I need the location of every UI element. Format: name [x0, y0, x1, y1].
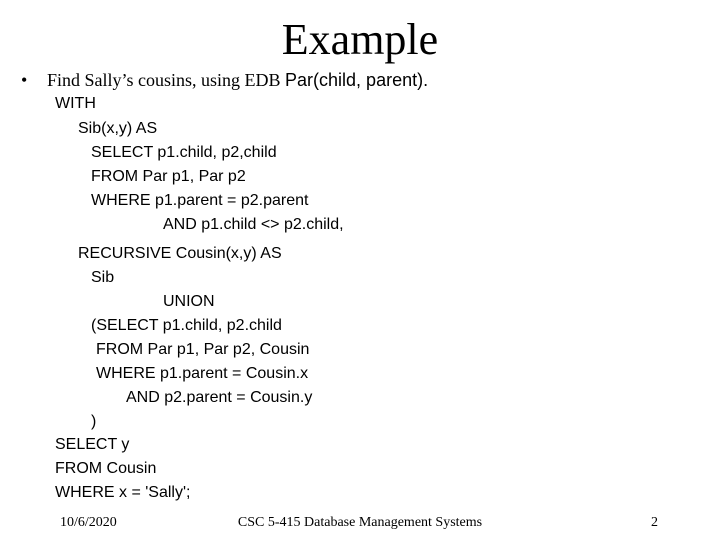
footer-course: CSC 5-415 Database Management Systems [237, 515, 483, 530]
code-line: UNION [163, 293, 215, 310]
bullet-text-serif: Find Sally’s cousins, using EDB [47, 70, 286, 90]
code-line: Sib(x,y) AS [78, 120, 158, 137]
code-line: Sib [91, 269, 115, 286]
code-line: WHERE p1.parent = Cousin.x [96, 365, 309, 382]
slide-title [0, 14, 720, 66]
code-line: FROM Par p1, Par p2 [91, 168, 246, 185]
code-line: RECURSIVE Cousin(x,y) AS [78, 245, 282, 262]
bullet-marker: • [21, 70, 28, 90]
code-line: WHERE x = 'Sally'; [55, 484, 191, 501]
code-line: ) [91, 413, 97, 430]
code-line: AND p2.parent = Cousin.y [126, 389, 313, 406]
code-line: SELECT y [55, 436, 130, 453]
code-line: (SELECT p1.child, p2.child [91, 317, 282, 334]
footer-page-number: 2 [651, 515, 658, 530]
bullet-text-code: Par(child, parent). [285, 70, 429, 90]
code-line: AND p1.child <> p2.child, [163, 216, 344, 233]
bullet-text [47, 68, 428, 92]
code-line: FROM Par p1, Par p2, Cousin [96, 341, 310, 358]
footer-date: 10/6/2020 [60, 515, 117, 530]
code-line: WITH [55, 95, 96, 112]
code-line: SELECT p1.child, p2,child [91, 144, 277, 161]
code-line: WHERE p1.parent = p2.parent [91, 192, 309, 209]
slide-title-text: Example [281, 15, 439, 64]
code-line: FROM Cousin [55, 460, 157, 477]
